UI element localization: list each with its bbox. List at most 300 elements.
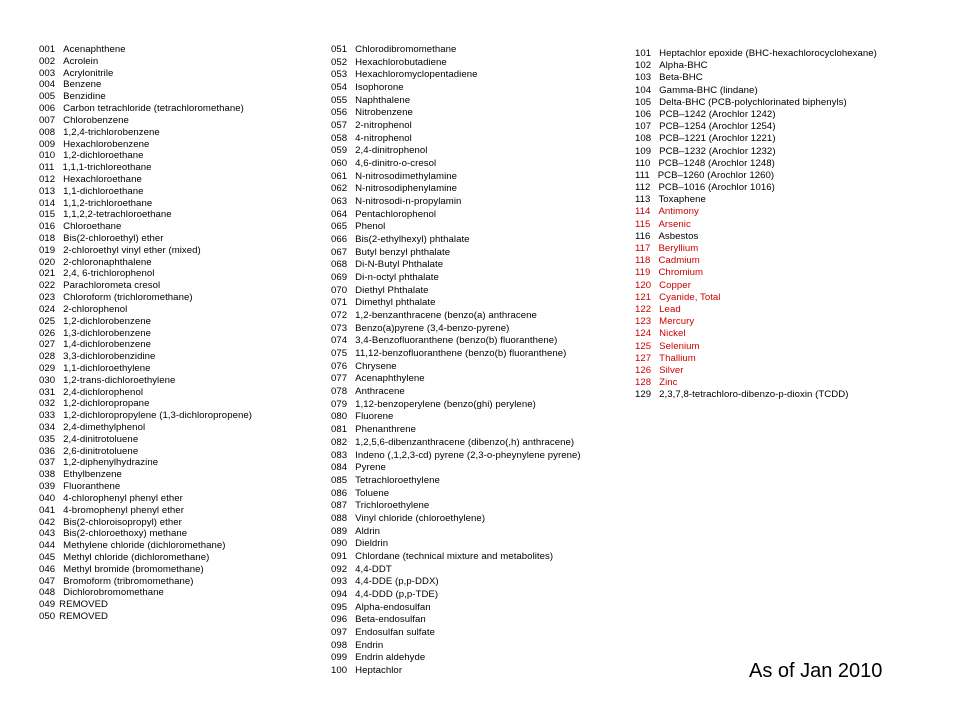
list-item [331, 665, 581, 678]
item-number: 100 [331, 664, 348, 676]
item-number: 024 [39, 303, 56, 315]
item-name: Acrolein [63, 55, 99, 67]
item-name: Chlorodibromomethane [355, 44, 457, 55]
item-name: PCB–1232 (Arochlor 1232) [659, 145, 776, 157]
item-number: 029 [39, 362, 56, 374]
item-name: Alpha-BHC [659, 60, 708, 72]
item-name: Acrylonitrile [63, 67, 114, 79]
list-item [331, 500, 581, 513]
item-name: 2-chloronaphthalene [63, 256, 152, 268]
item-number: 076 [331, 360, 348, 372]
list-item [331, 488, 581, 501]
item-number: 056 [331, 107, 348, 119]
item-name: Di-N-Butyl Phthalate [355, 259, 444, 271]
item-name: Bis(2-chloroisopropyl) ether [63, 516, 182, 528]
item-name: Toxaphene [658, 194, 706, 206]
list-item [635, 60, 877, 72]
list-item [331, 82, 581, 95]
item-number: 080 [331, 411, 348, 423]
list-item [635, 219, 877, 231]
item-number: 044 [39, 540, 56, 552]
item-number: 091 [331, 550, 348, 562]
item-name: 2-chloroethyl vinyl ether (mixed) [63, 244, 201, 256]
item-number: 025 [39, 315, 56, 327]
item-number: 104 [635, 84, 652, 96]
item-number: 124 [635, 328, 652, 340]
item-number: 079 [331, 398, 348, 410]
list-item [331, 310, 581, 323]
item-number: 063 [331, 196, 348, 208]
list-item [39, 44, 252, 56]
item-number: 121 [635, 291, 652, 303]
item-name: Silver [659, 364, 684, 376]
list-item [331, 297, 581, 310]
item-name: Ethylbenzene [63, 469, 122, 481]
list-item [39, 79, 252, 91]
item-name: 2,4, 6-trichlorophenol [63, 268, 155, 280]
item-number: 006 [39, 103, 56, 115]
item-number: 046 [39, 563, 56, 575]
item-number: 031 [39, 386, 56, 398]
item-name: Cadmium [658, 255, 700, 267]
item-name: 2-nitrophenol [355, 120, 412, 132]
list-item [39, 457, 252, 469]
list-item [331, 450, 581, 463]
list-item [331, 272, 581, 285]
item-name: Parachlorometa cresol [63, 280, 161, 292]
item-number: 023 [39, 292, 56, 304]
list-item [635, 243, 877, 255]
item-number: 082 [331, 436, 348, 448]
item-number: 005 [39, 91, 56, 103]
item-name: 1,1,1-trichloreothane [62, 162, 152, 174]
item-number: 034 [39, 422, 56, 433]
list-item [331, 462, 581, 475]
item-name: 1,2-dichloropropylene (1,3-dichloropropene) [63, 410, 252, 422]
item-number: 001 [39, 44, 56, 55]
item-name: 4-chlorophenyl phenyl ether [63, 492, 183, 504]
item-number: 103 [635, 72, 652, 84]
item-name: 4-bromophenyl phenyl ether [63, 504, 184, 516]
item-number: 018 [39, 233, 56, 244]
list-item [331, 209, 581, 222]
item-name: 4-nitrophenol [355, 132, 412, 144]
item-number: 071 [331, 297, 348, 309]
item-name: Mercury [659, 316, 695, 328]
item-number: 107 [635, 121, 652, 133]
list-item [635, 85, 877, 97]
item-number: 128 [635, 377, 652, 389]
item-number: 120 [635, 279, 652, 291]
item-name: 1,1,2-trichloroethane [63, 197, 153, 209]
list-item [331, 221, 581, 234]
item-number: 090 [331, 538, 348, 550]
item-name: 4,6-dinitro-o-cresol [355, 158, 437, 170]
item-number: 014 [39, 197, 56, 209]
list-item [635, 182, 877, 194]
item-name: Methylene chloride (dichloromethane) [63, 540, 226, 552]
list-item [39, 599, 252, 611]
list-item [635, 48, 877, 60]
item-name: Toluene [355, 487, 390, 499]
item-number: 087 [331, 500, 348, 512]
item-name: 1,1-dichloroethylene [63, 362, 151, 374]
item-number: 040 [39, 492, 56, 504]
item-name: Dieldrin [355, 538, 389, 550]
list-item [331, 526, 581, 539]
item-number: 126 [635, 364, 652, 376]
list-item [39, 351, 252, 363]
item-number: 009 [39, 138, 56, 150]
item-name: Chlordane (technical mixture and metabolites) [355, 550, 554, 562]
item-number: 123 [635, 316, 652, 328]
item-name: Asbestos [658, 230, 699, 242]
list-item [331, 589, 581, 602]
item-name: Butyl benzyl phthalate [355, 246, 451, 258]
item-name: PCB–1242 (Arochlor 1242) [659, 108, 776, 120]
list-item [39, 328, 252, 340]
item-name: Di-n-octyl phthalate [355, 272, 439, 284]
list-item [39, 150, 252, 162]
item-number: 045 [39, 551, 56, 563]
list-item [39, 481, 252, 493]
list-item [331, 411, 581, 424]
item-number: 081 [331, 424, 348, 436]
item-name: Chloroform (trichloromethane) [63, 292, 193, 304]
list-item [39, 221, 252, 233]
item-number: 011 [39, 162, 55, 174]
pollutant-list-column-3 [635, 48, 877, 401]
item-name: Carbon tetrachloride (tetrachloromethane) [63, 103, 244, 115]
item-name: Fluorene [355, 411, 394, 423]
item-number: 118 [635, 255, 651, 267]
item-number: 077 [331, 373, 348, 385]
item-name: Endosulfan sulfate [355, 626, 436, 638]
item-name: Acenaphthene [63, 44, 126, 55]
list-item [39, 292, 252, 304]
item-number: 047 [39, 575, 56, 587]
item-name: Phenanthrene [355, 424, 417, 436]
list-item [331, 107, 581, 120]
item-number: 095 [331, 601, 348, 613]
item-name: REMOVED [59, 611, 109, 622]
item-number: 115 [635, 218, 651, 230]
list-item [635, 194, 877, 206]
item-number: 117 [635, 243, 651, 254]
item-number: 094 [331, 588, 348, 600]
item-name: Trichloroethylene [355, 500, 430, 512]
item-name: 1,1-dichloroethane [63, 185, 144, 197]
item-name: Chrysene [355, 360, 397, 372]
list-item [331, 564, 581, 577]
list-item [331, 424, 581, 437]
item-name: 3,4-Benzofluoranthene (benzo(b) fluoranthene) [355, 335, 558, 347]
item-number: 015 [39, 209, 56, 221]
item-number: 021 [39, 268, 56, 280]
item-number: 105 [635, 96, 652, 108]
item-name: Selenium [659, 340, 700, 352]
list-item [39, 398, 252, 410]
list-item [635, 267, 877, 279]
item-name: 2,6-dinitrotoluene [63, 445, 139, 457]
list-item [39, 209, 252, 221]
list-item [635, 341, 877, 353]
item-name: 1,2,5,6-dibenzanthracene (dibenzo(,h) anthracene) [355, 436, 575, 448]
item-number: 125 [635, 340, 652, 352]
list-item [635, 146, 877, 158]
list-item [39, 115, 252, 127]
list-item [39, 517, 252, 529]
item-number: 119 [635, 267, 651, 279]
item-number: 028 [39, 351, 56, 363]
list-item [331, 652, 581, 665]
item-number: 041 [39, 504, 56, 516]
list-item [331, 145, 581, 158]
list-item [635, 365, 877, 377]
list-item [39, 198, 252, 210]
list-item [39, 505, 252, 517]
item-number: 004 [39, 79, 56, 91]
list-item [39, 103, 252, 115]
item-name: Aldrin [355, 525, 380, 537]
item-number: 093 [331, 576, 348, 588]
list-item [635, 158, 877, 170]
list-item [635, 353, 877, 365]
item-name: Arsenic [658, 218, 691, 230]
list-item [635, 292, 877, 304]
list-item [331, 640, 581, 653]
list-item [635, 255, 877, 267]
item-number: 064 [331, 208, 348, 220]
list-item [331, 183, 581, 196]
item-name: 2,4-dinitrotoluene [63, 433, 139, 445]
item-number: 098 [331, 639, 348, 651]
item-name: Endrin [355, 639, 384, 651]
list-item [39, 280, 252, 292]
list-item [635, 109, 877, 121]
item-number: 052 [331, 56, 348, 68]
item-number: 022 [39, 280, 56, 292]
list-item [39, 576, 252, 588]
list-item [39, 233, 252, 245]
list-item [331, 158, 581, 171]
list-item [39, 339, 252, 351]
item-number: 099 [331, 652, 348, 664]
item-name: Fluoranthene [63, 481, 121, 493]
item-name: Bis(2-chloroethoxy) methane [63, 528, 188, 540]
item-name: Beta-BHC [659, 72, 703, 84]
list-item [39, 56, 252, 68]
item-number: 111 [635, 169, 650, 181]
item-name: Cyanide, Total [659, 291, 721, 303]
item-number: 070 [331, 284, 348, 296]
list-item [39, 245, 252, 257]
item-number: 026 [39, 327, 56, 339]
list-item [39, 540, 252, 552]
list-item [39, 186, 252, 198]
item-number: 039 [39, 481, 56, 493]
item-number: 075 [331, 348, 348, 360]
list-item [39, 410, 252, 422]
list-item [39, 174, 252, 186]
list-item [635, 170, 877, 182]
item-number: 016 [39, 221, 56, 233]
item-number: 032 [39, 398, 56, 410]
list-item [635, 121, 877, 133]
list-item [331, 196, 581, 209]
list-item [39, 469, 252, 481]
list-item [331, 57, 581, 70]
item-number: 007 [39, 114, 56, 126]
list-item [331, 551, 581, 564]
item-name: 2,4-dichlorophenol [63, 386, 144, 398]
list-item [331, 247, 581, 260]
item-name: Benzo(a)pyrene (3,4-benzo-pyrene) [355, 322, 510, 334]
list-item [635, 328, 877, 340]
item-number: 101 [635, 48, 652, 59]
item-name: Naphthalene [355, 94, 411, 106]
item-number: 027 [39, 339, 56, 351]
item-number: 050 [39, 611, 56, 622]
item-name: N-nitrosodiphenylamine [355, 183, 458, 195]
item-name: 1,2-trans-dichloroethylene [63, 374, 176, 386]
list-item [39, 587, 252, 599]
item-name: Pyrene [355, 462, 386, 474]
item-name: 4,4-DDT [355, 563, 392, 575]
list-item [331, 386, 581, 399]
list-item [331, 348, 581, 361]
item-number: 037 [39, 457, 56, 469]
list-item [39, 91, 252, 103]
list-item [331, 614, 581, 627]
item-name: 1,2,4-trichlorobenzene [63, 126, 160, 138]
item-name: PCB–1260 (Arochlor 1260) [657, 169, 775, 181]
item-number: 110 [635, 157, 651, 169]
item-name: Chlorobenzene [63, 114, 129, 126]
item-name: Beryllium [658, 243, 699, 254]
item-number: 074 [331, 335, 348, 347]
item-name: 2,4-dinitrophenol [355, 145, 428, 157]
item-number: 013 [39, 185, 56, 197]
item-number: 059 [331, 145, 348, 157]
item-name: Thallium [659, 352, 696, 364]
list-item [635, 377, 877, 389]
item-number: 048 [39, 587, 56, 599]
list-item [331, 475, 581, 488]
item-number: 102 [635, 60, 652, 72]
item-number: 030 [39, 374, 56, 386]
item-name: 1,2-diphenylhydrazine [63, 457, 159, 469]
item-name: Lead [659, 303, 681, 315]
list-item [331, 513, 581, 526]
item-number: 097 [331, 626, 348, 638]
item-name: Endrin aldehyde [355, 652, 426, 664]
item-number: 108 [635, 133, 652, 145]
item-name: 1,12-benzoperylene (benzo(ghi) perylene) [355, 398, 536, 410]
item-name: PCB–1248 (Arochlor 1248) [658, 157, 775, 169]
list-item [39, 363, 252, 375]
item-number: 058 [331, 132, 348, 144]
list-item [635, 206, 877, 218]
list-item [635, 316, 877, 328]
item-number: 035 [39, 433, 56, 445]
list-item [331, 437, 581, 450]
item-number: 078 [331, 386, 348, 398]
list-item [331, 361, 581, 374]
list-item [331, 399, 581, 412]
item-name: Dimethyl phthalate [355, 297, 436, 309]
item-name: Copper [659, 279, 691, 291]
list-item [331, 95, 581, 108]
item-name: Heptachlor epoxide (BHC-hexachlorocyclohexane) [659, 48, 877, 59]
item-name: Benzene [63, 79, 102, 91]
list-item [39, 422, 252, 434]
list-item [39, 528, 252, 540]
item-name: Beta-endosulfan [355, 614, 426, 626]
list-item [39, 316, 252, 328]
item-name: Delta-BHC (PCB-polychlorinated biphenyls) [659, 96, 847, 108]
item-name: Anthracene [355, 386, 405, 398]
item-number: 055 [331, 94, 348, 106]
item-name: Bromoform (tribromomethane) [63, 575, 194, 587]
item-number: 116 [635, 230, 651, 242]
item-number: 010 [39, 150, 56, 162]
list-item [39, 68, 252, 80]
item-name: Chromium [658, 267, 704, 279]
list-item [39, 162, 252, 174]
item-name: N-nitrosodimethylamine [355, 170, 458, 182]
pollutant-list-column-2 [331, 44, 581, 678]
item-name: 1,2-benzanthracene (benzo(a) anthracene [355, 310, 537, 322]
item-number: 069 [331, 272, 348, 284]
item-number: 051 [331, 44, 348, 55]
item-number: 065 [331, 221, 348, 233]
list-item [39, 564, 252, 576]
item-name: Alpha-endosulfan [355, 601, 431, 613]
item-number: 089 [331, 525, 348, 537]
item-name: Hexachlorobutadiene [355, 56, 447, 68]
list-item [39, 552, 252, 564]
item-number: 066 [331, 234, 348, 246]
list-item [39, 268, 252, 280]
item-name: Vinyl chloride (chloroethylene) [355, 512, 486, 524]
list-item [39, 446, 252, 458]
item-name: Antimony [658, 206, 699, 218]
list-item [331, 538, 581, 551]
list-item [331, 171, 581, 184]
list-item [331, 373, 581, 386]
item-name: 1,3-dichlorobenzene [63, 327, 152, 339]
item-number: 036 [39, 445, 56, 457]
item-name: Heptachlor [355, 664, 403, 676]
list-item [635, 133, 877, 145]
item-number: 008 [39, 126, 56, 138]
item-name: 1,2-dichloroethane [63, 150, 144, 162]
list-item [635, 231, 877, 243]
item-number: 038 [39, 469, 56, 481]
item-number: 122 [635, 303, 652, 315]
item-number: 019 [39, 244, 56, 256]
list-item [331, 323, 581, 336]
item-number: 033 [39, 410, 56, 422]
item-number: 049 [39, 599, 56, 611]
item-number: 002 [39, 55, 56, 67]
list-item [39, 139, 252, 151]
item-name: Methyl bromide (bromomethane) [63, 563, 204, 575]
item-number: 072 [331, 310, 348, 322]
item-name: Bis(2-chloroethyl) ether [63, 233, 164, 244]
item-name: 2,3,7,8-tetrachloro-dibenzo-p-dioxin (TCDD) [659, 389, 849, 401]
